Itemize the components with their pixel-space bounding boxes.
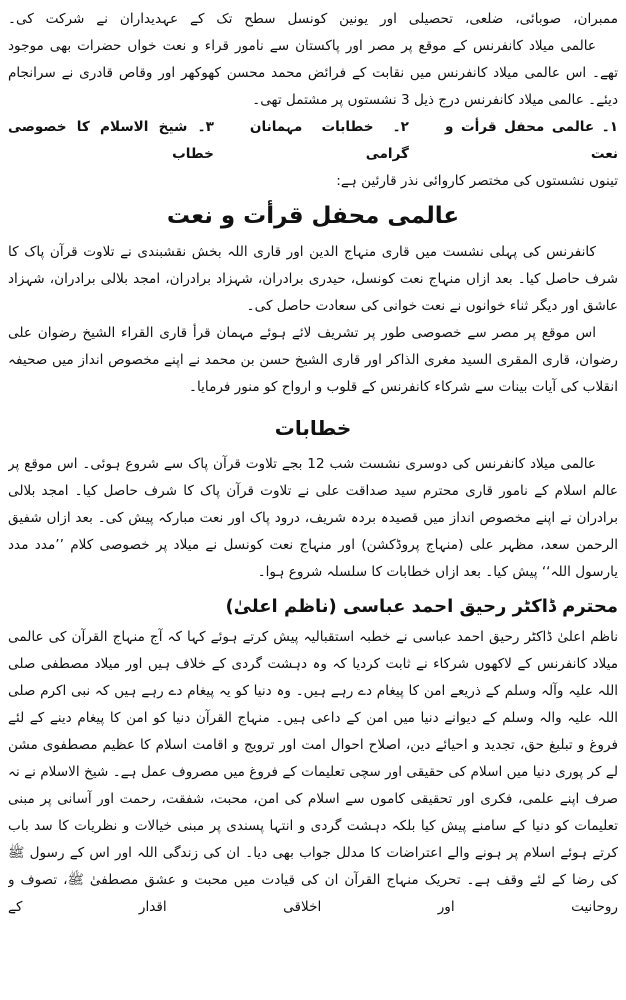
article-page bbox=[8, 6, 618, 996]
session-item-1: ۱۔ عالمی محفل قرأت و نعت bbox=[444, 119, 618, 162]
section3-paragraph-1: ناظم اعلیٰ ڈاکٹر رحیق احمد عباسی نے خطبہ استقبالیہ پیش کرتے ہوئے کہا کہ آج منہاج القرآن کی عالمی میلاد کانفرنس کے لاکھوں شرکاء نے ثابت کردیا کہ وہ دہشت گردی کے خلاف ہیں اور میلاد مصطفی صلی اللہ علیہ وآلہ وسلم کے ذریعے امن کا پیغام دے رہے ہیں۔ وہ دنیا کو یہ پیغام دے رہے ہیں کہ نبی اکرم صلی اللہ علیہ والہ وسلم کے دیوانے دنیا میں امن کے داعی ہیں۔ منہاج القرآن دنیا کو امن کا پیغام دینے کے لئے فروغ و تبلیغ حق، تجدید و احیائے دین، اصلاح احوال امت اور ترویج و اقامت اسلام کا عظیم مصطفوی مشن لے کر پوری دنیا میں اسلام کی حقیقی اور سچی تعلیمات کے فروغ میں مصروف عمل ہے۔ شیخ الاسلام نے نہ صرف اپنے علمی، فکری اور تحقیقی کاموں سے اسلام کی امن، محبت، شفقت، رحمت اور آسانی پر مبنی تعلیمات کو دنیا کے سامنے پیش کیا بلکہ دہشت گردی و انتہا پسندی پر مبنی خیالات و نظریات کا سد باب کرتے ہوئے اسلام پر ہونے والے اعتراضات کا مدلل جواب بھی دیا۔ ان کی زندگی اللہ اور اس کے رسول ﷺ کی رضا کے لئے وقف ہے۔ تحریک منہاج القرآن ان کی قیادت میں محبت و عشق مصطفیٰ ﷺ، تصوف و روحانیت اور اخلاقی اقدار کے bbox=[8, 629, 618, 915]
intro-paragraph-2: عالمی میلاد کانفرنس کے موقع پر مصر اور پاکستان سے نامور قراء و نعت خواں حضرات بھی موجود تھے۔ اس عالمی میلاد کانفرنس میں نقابت کے فرائض محمد محسن کھوکھر اور وقاص قادری نے سرانجام دیئے۔ عالمی میلاد کانفرنس درج ذیل 3 نشستوں پر مشتمل تھی۔ bbox=[8, 38, 618, 108]
speaker-heading: محترم ڈاکٹر رحیق احمد عباسی (ناظم اعلیٰ) bbox=[225, 596, 618, 617]
section2-paragraph-1: عالمی میلاد کانفرنس کی دوسری نشست شب 12 بجے تلاوت قرآن پاک سے شروع ہوئی۔ اس موقع پر عالم اسلام کے نامور قاری محترم سید صداقت علی نے تلاوت قرآن پاک کا شرف حاصل کیا۔ امجد بلالی برادران نے اپنے مخصوص انداز میں قصیدہ بردہ شریف، درود پاک اور نعت مبارکہ پیش کی۔ بعد ازاں شفیق الرحمن سعد، مظہر علی (منہاج پروڈکشن) اور منہاج نعت کونسل نے میلاد پر خصوصی کلام ’’مدد مدد یارسول اللہ‘‘ پیش کیا۔ بعد ازاں خطابات کا سلسلہ شروع ہوا۔ bbox=[8, 456, 618, 580]
session-list bbox=[8, 114, 618, 168]
intro-paragraph-1: ممبران، صوبائی، ضلعی، تحصیلی اور یونین کونسل سطح تک کے عہدیداران نے شرکت کی۔ bbox=[8, 11, 618, 27]
section1-paragraph-1: کانفرنس کی پہلی نشست میں قاری منہاج الدین اور قاری اللہ بخش نقشبندی نے تلاوت قرآن پاک کا شرف حاصل کیا۔ بعد ازاں منہاج نعت کونسل، حیدری برادران، شہزاد برادران، امجد بلالی برادران، شہزاد عاشق اور دیگر ثناء خوانوں نے نعت خوانی کی سعادت حاصل کی۔ bbox=[8, 244, 618, 314]
section-heading-qirat-naat: عالمی محفل قرأت و نعت bbox=[166, 203, 460, 229]
section-heading-khitabat: خطابات bbox=[274, 416, 352, 440]
intro-paragraph-3: تینوں نشستوں کی مختصر کاروائی نذر قارئین ہے: bbox=[336, 173, 618, 189]
session-item-3: ۳۔ شیخ الاسلام کا خصوصی خطاب bbox=[8, 119, 214, 162]
session-item-2: ۲۔ خطابات مہمانان گرامی bbox=[249, 119, 409, 162]
section1-paragraph-2: اس موقع پر مصر سے خصوصی طور پر تشریف لائے ہوئے مہمان قرأ قاری القراء الشیخ رضوان علی رضوان، قاری المقری السید مغری الذاکر اور قاری الشیخ حسن بن محمد نے اپنے مخصوص انداز میں صحیفہ انقلاب کی آیات بینات سے شرکاء کانفرنس کے قلوب و ارواح کو منور فرمایا۔ bbox=[8, 325, 618, 395]
